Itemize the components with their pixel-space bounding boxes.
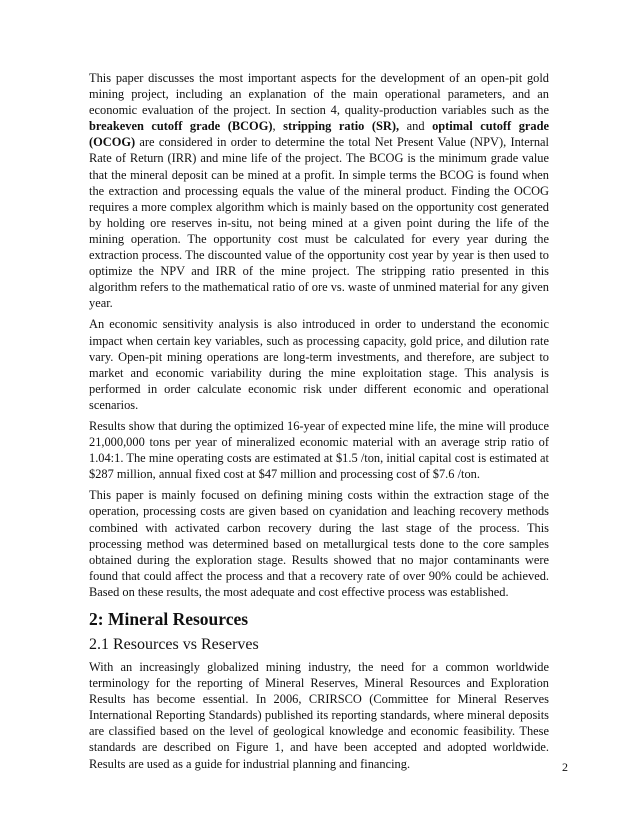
intro-text-1: This paper discusses the most important aspects for the development of an open-pit gold mining project, including an explanation of the main operational parameters, and an economic evaluation of the project. In section 4, quality-production variables such as the: [89, 71, 549, 118]
paragraph-intro: [89, 70, 549, 311]
section-heading: 2: Mineral Resources: [89, 609, 249, 629]
intro-text-2: ,: [272, 119, 284, 134]
page-content: [89, 70, 549, 777]
paragraph-sensitivity: An economic sensitivity analysis is also introduced in order to understand the economic impact when certain key variables, such as processing capacity, gold price, and dilution rate vary. Open-pit mining operations are long-term investments, and therefore, are subject to market and economic variability during the mine exploitation stage. This analysis is performed in order calculate economic risk under different economic and operational scenarios.: [89, 317, 549, 412]
sr-term: stripping ratio (SR),: [283, 119, 400, 134]
intro-text-3: and: [399, 119, 433, 134]
subsection-heading: 2.1 Resources vs Reserves: [89, 636, 259, 653]
bcog-term: breakeven cutoff grade (BCOG): [89, 119, 273, 134]
page-number: 2: [562, 760, 568, 774]
paragraph-resources: With an increasingly globalized mining industry, the need for a common worldwide terminology for the reporting of Mineral Reserves, Mineral Resources and Exploration Results has become essential. In 2006, CRIRSCO (Committee for Mineral Reserves International Reporting Standards) published its reporting standards, where mineral deposits are classified based on the level of geological knowledge and economic feasibility. These standards are described on Figure 1, and have been accepted and adopted worldwide. Results are used as a guide for industrial planning and financing.: [89, 660, 549, 771]
ocog-term: optimal cutoff grade (OCOG): [89, 119, 550, 150]
intro-text-4: are considered in order to determine the total Net Present Value (NPV), Internal Rate of Return (IRR) and mine life of the project. The BCOG is the minimum grade value that the mineral deposit can be mined at a profit. In simple terms the BCOG is found when the extraction and processing equals the value of the mineral product. Finding the OCOG requires a more complex algorithm which is mainly based on the opportunity cost generated by holding ore reserves in-situ, not being mined at a given point during the life of the mining operation. The opportunity cost must be calculated for every year during the extraction process. The discounted value of the opportunity cost year by year is then used to optimize the NPV and IRR of the mine project. The stripping ratio presented in this algorithm refers to the mathematical ratio of ore vs. waste of unmined material for any given year.: [89, 135, 549, 311]
paragraph-focus: This paper is mainly focused on defining mining costs within the extraction stage of the operation, processing costs are given based on cyanidation and leaching recovery methods combined with activated carbon recovery during the last stage of the process. This processing method was determined based on metallurgical tests done to the core samples obtained during the exploration stage. Results showed that no major contaminants were found that could affect the process and that a recovery rate of over 90% could be achieved. Based on these results, the most adequate and cost effective process was established.: [89, 488, 549, 599]
paragraph-results: Results show that during the optimized 16-year of expected mine life, the mine will produce 21,000,000 tons per year of mineralized economic material with an average strip ratio of 1.04:1. The mine operating costs are estimated at $1.5 /ton, initial capital cost is estimated at $287 million, annual fixed cost at $47 million and processing cost of $7.6 /ton.: [89, 418, 549, 482]
